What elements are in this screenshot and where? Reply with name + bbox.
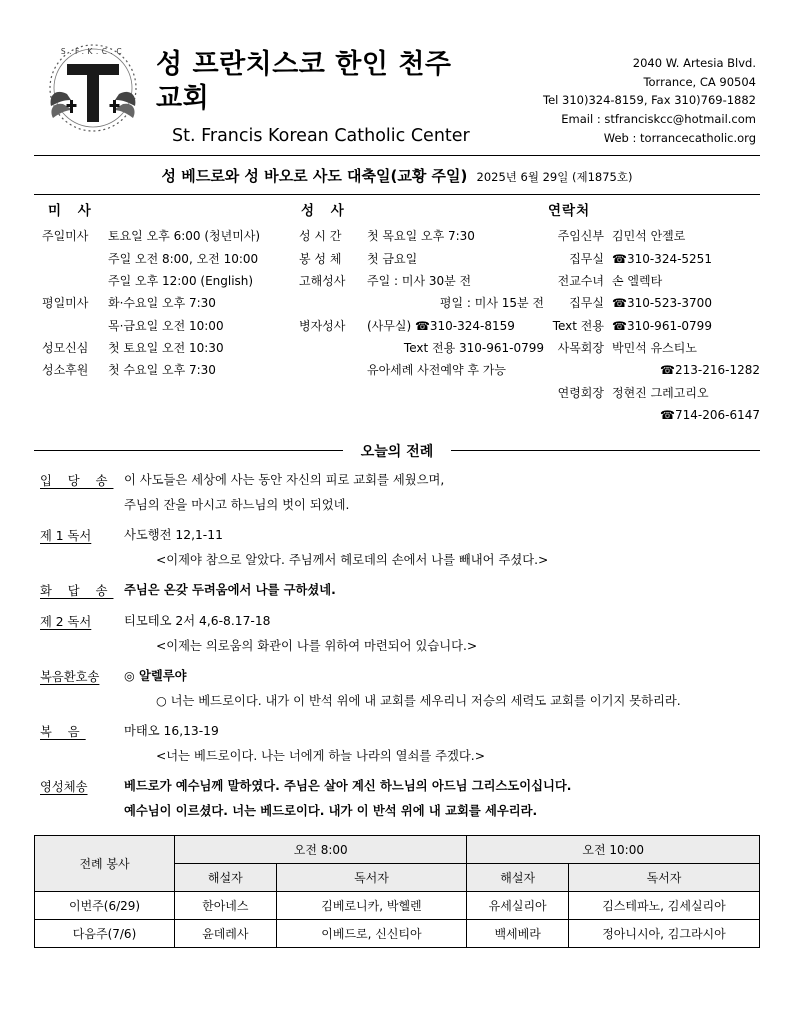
banner-line-left xyxy=(34,450,343,451)
liturgy-entry-label: 입 당 송 xyxy=(40,473,114,488)
contact-row-value: ☎310-324-5251 xyxy=(612,251,712,266)
contact-row xyxy=(544,363,760,377)
liturgy-entry xyxy=(40,581,760,601)
service-schedule-table xyxy=(34,835,760,948)
sacrament-row xyxy=(299,274,544,288)
liturgy-entry-text: ◎ 알렐루야 xyxy=(124,668,187,683)
contact-row-label xyxy=(544,408,612,422)
feast-heading xyxy=(34,156,760,194)
liturgy-entry xyxy=(40,777,760,797)
contact-column xyxy=(544,199,760,431)
contact-row-label: 집무실 xyxy=(569,296,604,311)
liturgy-entries xyxy=(34,471,760,822)
table-subheader-commentator-8am: 해설자 xyxy=(175,864,276,892)
liturgy-entry xyxy=(40,722,760,742)
contact-row xyxy=(544,296,760,310)
sacrament-row-value: 유아세례 사전예약 후 가능 xyxy=(367,363,506,378)
address-line-1: 2040 W. Artesia Blvd. xyxy=(632,56,756,70)
sacrament-row-label: 병자성사 xyxy=(299,318,346,333)
contact-row xyxy=(544,229,760,243)
mass-row xyxy=(42,252,299,266)
mass-column xyxy=(34,199,299,431)
sacrament-row-value: 첫 목요일 오후 7:30 xyxy=(367,229,475,244)
sacrament-row-label: 고해성사 xyxy=(299,273,346,288)
mass-row-label: 성모신심 xyxy=(42,341,89,356)
mass-row-value: 첫 수요일 오후 7:30 xyxy=(108,363,216,378)
contact-row-label xyxy=(544,363,612,377)
mass-row xyxy=(42,341,299,355)
liturgy-entry-subtitle: <너는 베드로이다. 나는 너에게 하늘 나라의 열쇠를 주겠다.> xyxy=(156,749,485,764)
table-header-row xyxy=(35,836,760,864)
mass-row-value: 주일 오후 12:00 (English) xyxy=(108,273,254,288)
mass-row-label xyxy=(42,274,108,288)
header-contact-info xyxy=(474,30,760,147)
church-logo-icon xyxy=(41,38,145,142)
contact-row xyxy=(544,341,760,355)
sacrament-row-label xyxy=(299,363,367,377)
contact-row-value: ☎213-216-1282 xyxy=(660,363,760,378)
liturgy-entry xyxy=(40,526,760,546)
liturgy-entry xyxy=(40,471,760,491)
sacrament-row-label: 성 시 간 xyxy=(299,229,342,244)
contact-row xyxy=(544,274,760,288)
sacrament-heading: 성 사 xyxy=(301,203,350,220)
contact-row-value: 김민석 안젤로 xyxy=(612,229,686,244)
liturgy-entry-continuation: 예수님이 이르셨다. 너는 베드로이다. 내가 이 반석 위에 내 교회를 세우리라. xyxy=(124,804,538,819)
liturgy-entry-label: 제 2 독서 xyxy=(40,614,92,629)
table-cell: 김베로니카, 박헬렌 xyxy=(276,892,467,920)
table-row xyxy=(35,892,760,920)
mass-heading: 미 사 xyxy=(48,203,97,220)
mass-row-label: 평일미사 xyxy=(42,296,89,311)
liturgy-entry-subtitle: ○ 너는 베드로이다. 내가 이 반석 위에 내 교회를 세우리니 저승의 세력도 교회를 이기지 못하리라. xyxy=(156,694,681,709)
contact-heading: 연락처 xyxy=(548,203,591,220)
contact-row-value: 정현진 그레고리오 xyxy=(612,385,709,400)
sacrament-row xyxy=(299,252,544,266)
mass-row xyxy=(42,363,299,377)
sacrament-column xyxy=(299,199,544,431)
email-line: Email : stfranciskcc@hotmail.com xyxy=(561,111,756,126)
contact-row-value: ☎310-961-0799 xyxy=(612,318,712,333)
table-cell: 윤데레사 xyxy=(175,920,276,948)
feast-date: 2025년 6월 29일 (제1875호) xyxy=(476,170,633,185)
table-cell-week: 이번주(6/29) xyxy=(35,892,175,920)
phone-fax-line: Tel 310)324-8159, Fax 310)769-1882 xyxy=(543,93,756,108)
liturgy-entry-subtitle: <이제야 참으로 알았다. 주님께서 헤로데의 손에서 나를 빼내어 주셨다.> xyxy=(156,552,549,567)
church-name-korean: 성 프란치스코 한인 천주교회 xyxy=(156,49,452,114)
sacrament-row-value: (사무실) ☎310-324-8159 xyxy=(367,318,515,333)
page-header xyxy=(34,30,760,153)
sacrament-row-label xyxy=(299,341,367,355)
church-name-english: St. Francis Korean Catholic Center xyxy=(172,125,470,146)
liturgy-entry-label: 화 답 송 xyxy=(40,583,114,598)
contact-row xyxy=(544,386,760,400)
logo-container xyxy=(34,30,152,142)
mass-row xyxy=(42,296,299,310)
contact-row xyxy=(544,319,760,333)
mass-row-value: 주일 오전 8:00, 오전 10:00 xyxy=(108,251,259,266)
table-group-header-8am: 오전 8:00 xyxy=(175,836,467,864)
mass-row-value: 토요일 오후 6:00 (청년미사) xyxy=(108,229,261,244)
mass-row xyxy=(42,229,299,243)
sacrament-row-label: 봉 성 체 xyxy=(299,251,342,266)
liturgy-entry-text: 주님은 온갖 두려움에서 나를 구하셨네. xyxy=(124,582,336,597)
feast-title: 성 베드로와 성 바오로 사도 대축일(교황 주일) xyxy=(161,167,468,186)
address-line-2: Torrance, CA 90504 xyxy=(643,74,756,89)
liturgy-entry-label: 제 1 독서 xyxy=(40,528,92,543)
sacrament-row xyxy=(299,363,544,377)
contact-row-label: 전교수녀 xyxy=(557,273,604,288)
liturgy-entry-label: 복 음 xyxy=(40,725,86,740)
mass-row-label xyxy=(42,319,108,333)
sacrament-row xyxy=(299,341,544,355)
liturgy-entry-subtitle: <이제는 의로움의 화관이 나를 위하여 마련되어 있습니다.> xyxy=(156,638,478,653)
liturgy-entry-text: 사도행전 12,1-11 xyxy=(124,527,223,542)
table-subheader-lector-10am: 독서자 xyxy=(568,864,759,892)
banner-line-right xyxy=(451,450,760,451)
contact-row-label: 집무실 xyxy=(569,251,604,266)
liturgy-banner xyxy=(34,441,760,461)
website-line: Web : torrancecatholic.org xyxy=(603,130,756,145)
table-cell: 김스테파노, 김세실리아 xyxy=(568,892,759,920)
mass-row-value: 목·금요일 오전 10:00 xyxy=(108,318,224,333)
contact-row-value: ☎310-523-3700 xyxy=(612,296,712,311)
table-subheader-lector-8am: 독서자 xyxy=(276,864,467,892)
liturgy-entry-text: 베드로가 예수님께 말하였다. 주님은 살아 계신 하느님의 아드님 그리스도이십니다. xyxy=(124,779,572,794)
sacrament-row xyxy=(299,296,544,310)
liturgy-entry-text: 마태오 16,13-19 xyxy=(124,724,219,739)
liturgy-entry xyxy=(40,667,760,687)
mass-row xyxy=(42,319,299,333)
liturgy-entry-continuation: 주님의 잔을 마시고 하느님의 벗이 되었네. xyxy=(124,497,350,512)
contact-row-label: Text 전용 xyxy=(552,318,604,333)
table-subheader-commentator-10am: 해설자 xyxy=(467,864,569,892)
sacrament-row-value: Text 전용 310-961-0799 xyxy=(403,341,544,356)
mass-row-label: 성소후원 xyxy=(42,363,89,378)
contact-row-label: 연령회장 xyxy=(557,385,604,400)
contact-row-value: 박민석 유스티노 xyxy=(612,341,697,356)
mass-row-value: 화·수요일 오후 7:30 xyxy=(108,296,216,311)
church-title xyxy=(152,30,474,147)
liturgy-banner-title: 오늘의 전례 xyxy=(360,443,434,460)
table-cell: 한아네스 xyxy=(175,892,276,920)
contact-row-label: 주임신부 xyxy=(557,229,604,244)
sacrament-row xyxy=(299,229,544,243)
contact-row xyxy=(544,408,760,422)
sacrament-row-value: 평일 : 미사 15분 전 xyxy=(439,296,544,311)
table-group-header-10am: 오전 10:00 xyxy=(467,836,760,864)
mass-row xyxy=(42,274,299,288)
svg-text:S.F.K.C.C: S.F.K.C.C xyxy=(60,47,126,56)
sacrament-row-value: 주일 : 미사 30분 전 xyxy=(367,273,472,288)
contact-row xyxy=(544,252,760,266)
contact-row-label: 사목회장 xyxy=(557,341,604,356)
table-cell: 백세베라 xyxy=(467,920,569,948)
sacrament-row-label xyxy=(299,296,367,310)
table-cell: 정아니시아, 김그라시아 xyxy=(568,920,759,948)
table-corner-label: 전례 봉사 xyxy=(35,836,175,892)
contact-row-value: ☎714-206-6147 xyxy=(660,408,760,423)
mass-row-label xyxy=(42,252,108,266)
info-columns xyxy=(34,195,760,431)
liturgy-entry-label: 영성체송 xyxy=(40,780,88,795)
table-cell: 유세실리아 xyxy=(467,892,569,920)
liturgy-entry-label: 복음환호송 xyxy=(40,669,100,684)
sacrament-row-value: 첫 금요일 xyxy=(367,251,418,266)
liturgy-entry xyxy=(40,612,760,632)
liturgy-entry-text: 이 사도들은 세상에 사는 동안 자신의 피로 교회를 세웠으며, xyxy=(124,472,445,487)
table-row xyxy=(35,920,760,948)
mass-row-value: 첫 토요일 오전 10:30 xyxy=(108,341,224,356)
mass-row-label: 주일미사 xyxy=(42,229,89,244)
sacrament-row xyxy=(299,319,544,333)
liturgy-entry-text: 티모테오 2서 4,6-8.17-18 xyxy=(124,613,271,628)
contact-row-value: 손 엘렉타 xyxy=(612,273,663,288)
table-cell-week: 다음주(7/6) xyxy=(35,920,175,948)
table-cell: 이베드로, 신신티아 xyxy=(276,920,467,948)
